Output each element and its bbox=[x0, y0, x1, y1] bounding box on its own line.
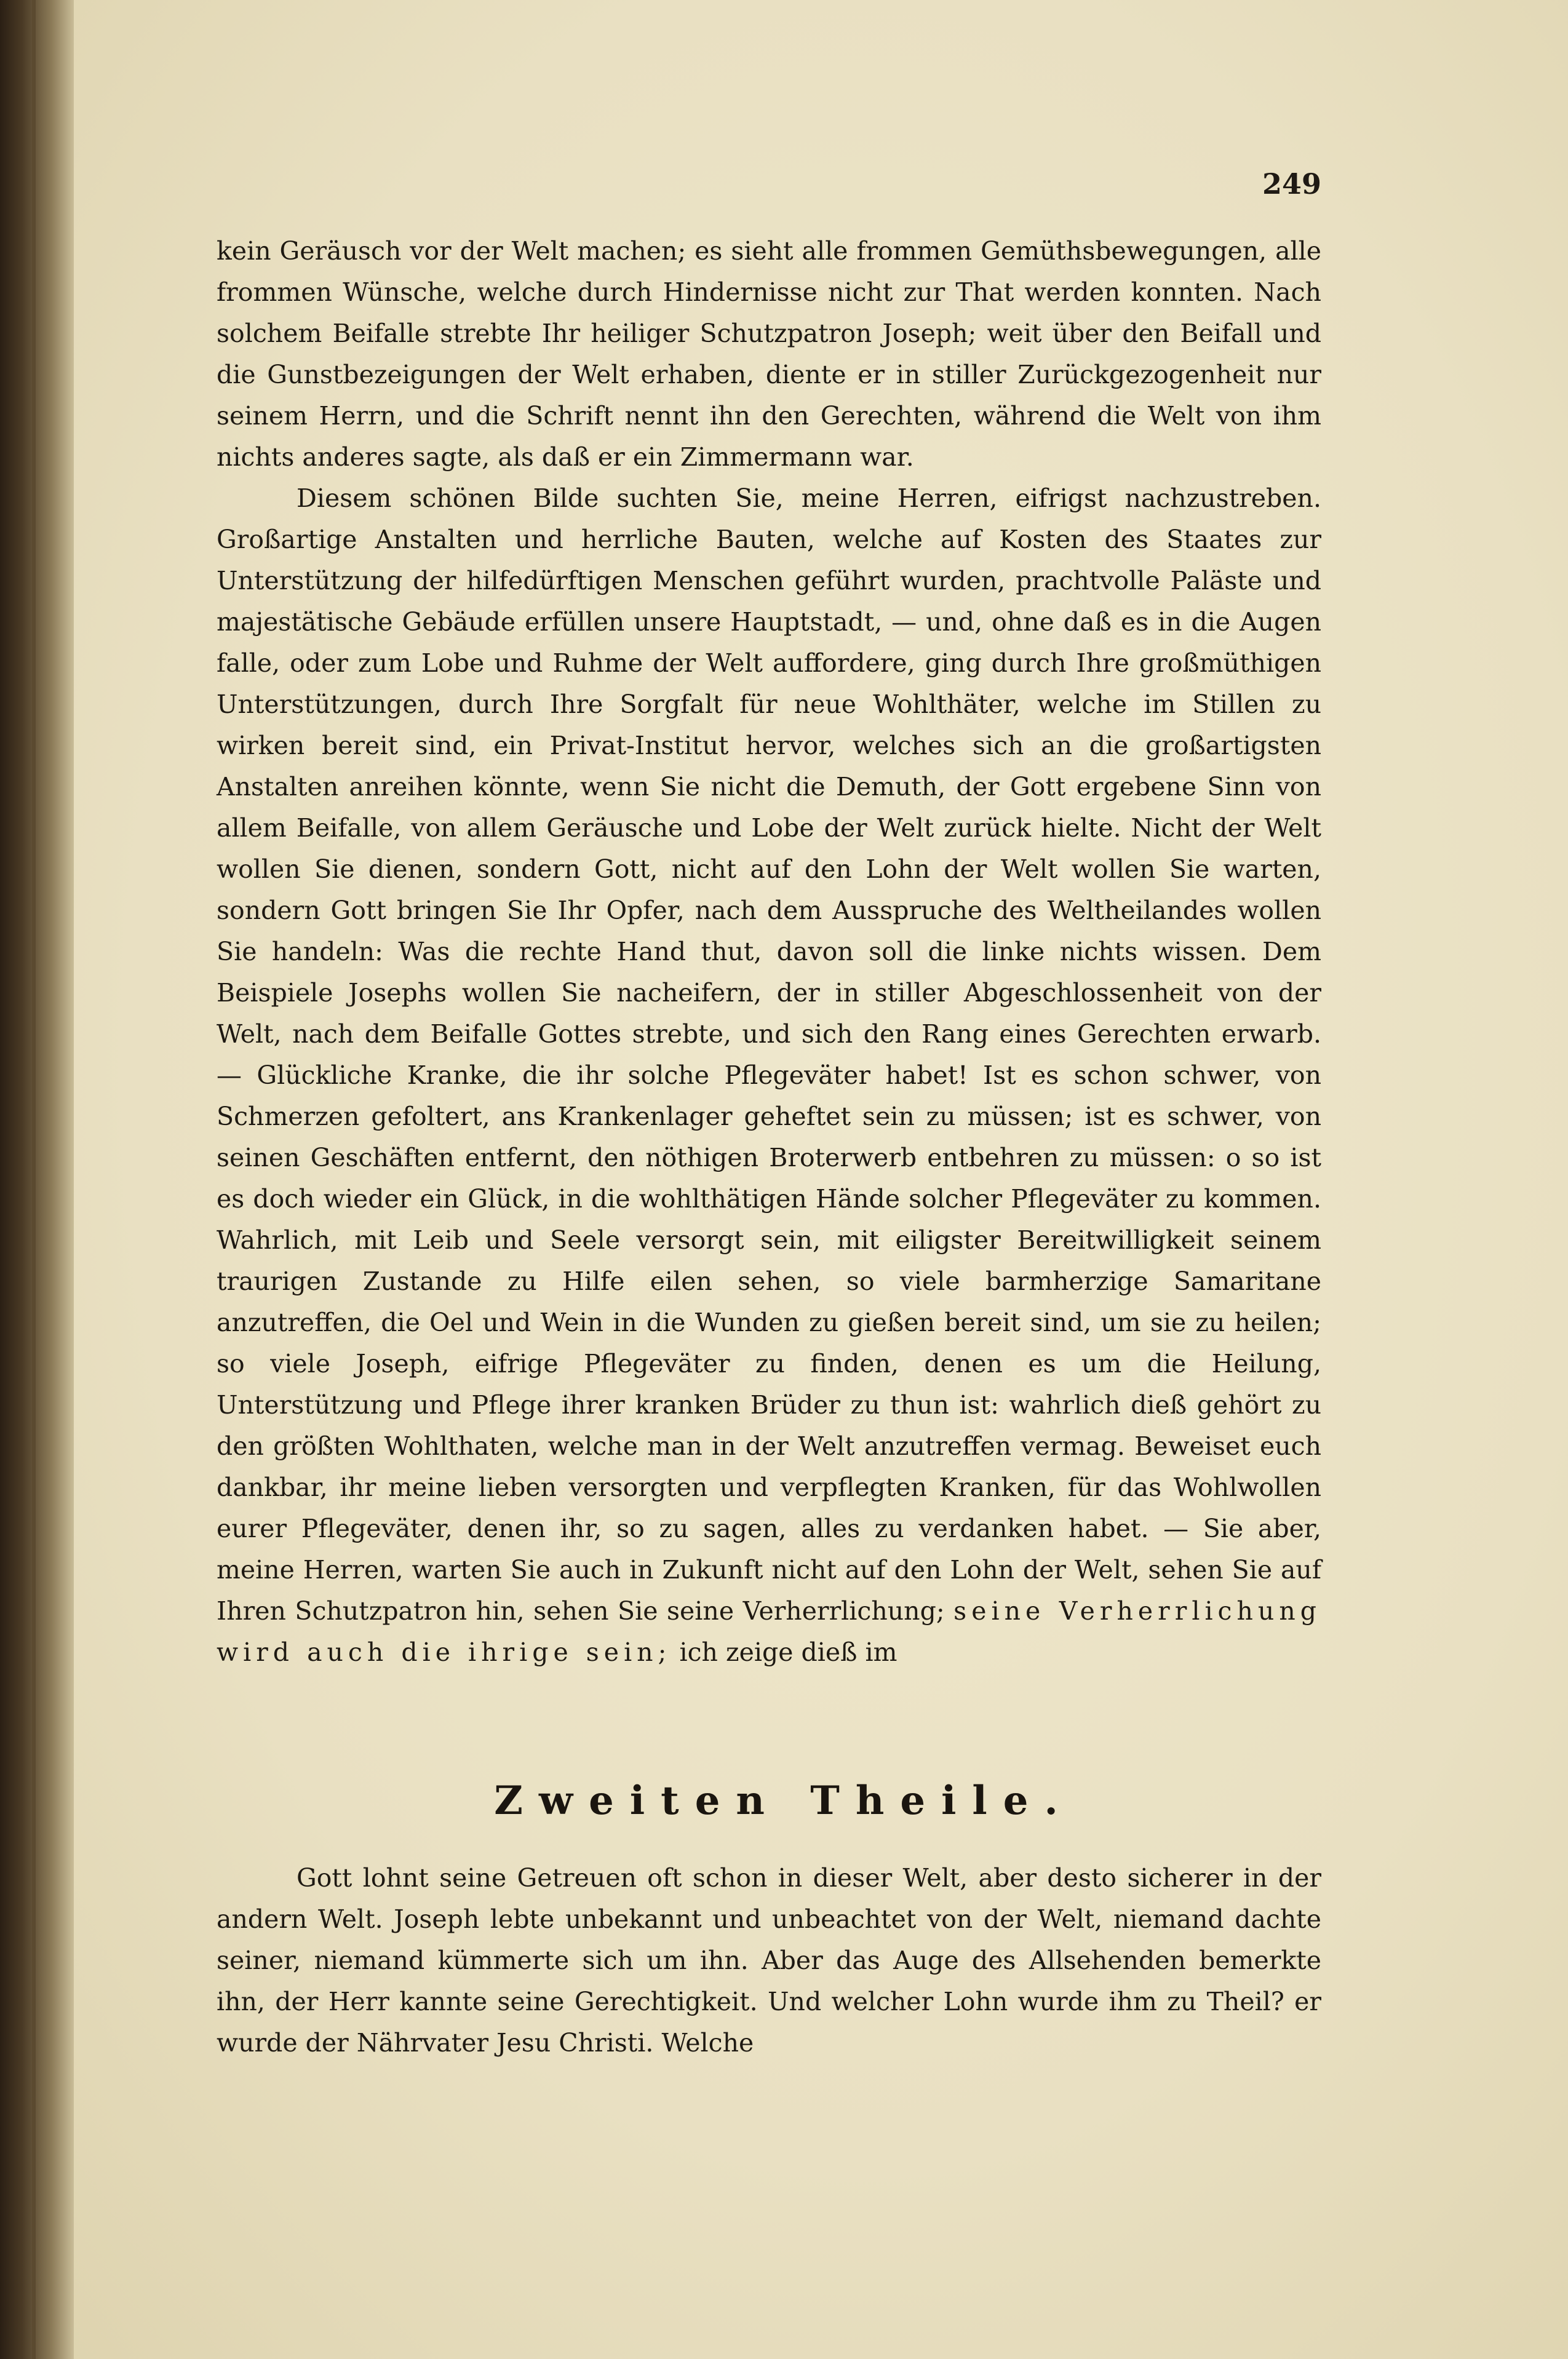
spine-edge bbox=[32, 0, 36, 2359]
page-number: 249 bbox=[1262, 167, 1322, 201]
paragraph-2 bbox=[217, 478, 1321, 1673]
paragraph-3: Gott lohnt seine Getreuen oft schon in dieser Welt, aber desto sicherer in der andern Welt. Joseph lebte unbekannt und unbeachtet von der Welt, niemand dachte seiner, niemand kümmerte sich um ihn. Aber das Auge des Allsehenden bemerkte ihn, der Herr kannte seine Gerechtigkeit. Und welcher Lohn wurde ihm zu Theil? er wurde der Nährvater Jesu Christi. Welche bbox=[217, 1863, 1321, 2058]
book-spine bbox=[0, 0, 74, 2359]
body-text-upper bbox=[217, 231, 1321, 1673]
paragraph-2-emphasis: seine Verherrlichung wird auch die ihrige sein; bbox=[217, 1596, 1321, 1667]
section-heading: Zweiten Theile. bbox=[494, 1778, 1074, 1824]
paragraph-2-tail: ich zeige dieß im bbox=[679, 1637, 897, 1667]
body-text-lower bbox=[217, 1858, 1321, 2064]
paragraph-1: kein Geräusch vor der Welt machen; es sieht alle frommen Gemüthsbewegungen, alle frommen Wünsche, welche durch Hindernisse nicht zur That werden konnten. Nach solchem Beifalle strebte Ihr heiliger Schutzpatron Joseph; weit über den Beifall und die Gunstbezeigungen der Welt erhaben, diente er in stiller Zurückgezogenheit nur seinem Herrn, und die Schrift nennt ihn den Gerechten, während die Welt von ihm nichts anderes sagte, als daß er ein Zimmermann war. bbox=[217, 236, 1321, 472]
paragraph-2-main: Diesem schönen Bilde suchten Sie, meine Herren, eifrigst nachzustreben. Großartige Anstalten und herrliche Bauten, welche auf Kosten des Staates zur Unterstützung der hilfedürftigen Menschen geführt wurden, prachtvolle Paläste und majestätische Gebäude erfüllen unsere Hauptstadt, — und, ohne daß es in die Augen falle, oder zum Lobe und Ruhme der Welt auffordere, ging durch Ihre großmüthigen Unterstützungen, durch Ihre Sorgfalt für neue Wohlthäter, welche im Stillen zu wirken bereit sind, ein Privat-Institut hervor, welches sich an die großartigsten Anstalten anreihen könnte, wenn Sie nicht die Demuth, der Gott ergebene Sinn von allem Beifalle, von allem Geräusche und Lobe der Welt zurück hielte. Nicht der Welt wollen Sie dienen, sondern Gott, nicht auf den Lohn der Welt wollen Sie warten, sondern Gott bringen Sie Ihr Opfer, nach dem Ausspruche des Weltheilandes wollen Sie handeln: Was die rechte Hand thut, davon soll die linke nichts wissen. Dem Beispiele Josephs wollen Sie nacheifern, der in stiller Abgeschlossenheit von der Welt, nach dem Beifalle Gottes strebte, und sich den Rang eines Gerechten erwarb. — Glückliche Kranke, die ihr solche Pflegeväter habet! Ist es schon schwer, von Schmerzen gefoltert, ans Krankenlager geheftet sein zu müssen; ist es schwer, von seinen Geschäften entfernt, den nöthigen Broterwerb entbehren zu müssen: o so ist es doch wieder ein Glück, in die wohlthätigen Hände solcher Pflegeväter zu kommen. Wahrlich, mit Leib und Seele versorgt sein, mit eiligster Bereitwilligkeit seinem traurigen Zustande zu Hilfe eilen sehen, so viele barmherzige Samaritane anzutreffen, die Oel und Wein in die Wunden zu gießen bereit sind, um sie zu heilen; so viele Joseph, eifrige Pflegeväter zu finden, denen es um die Heilung, Unterstützung und Pflege ihrer kranken Brüder zu thun ist: wahrlich dieß gehört zu den größten Wohlthaten, welche man in der Welt anzutreffen vermag. Beweiset euch dankbar, ihr meine lieben versorgten und verpflegten Kranken, für das Wohlwollen eurer Pflegeväter, denen ihr, so zu sagen, alles zu verdanken habet. — Sie aber, meine Herren, warten Sie auch in Zukunft nicht auf den Lohn der Welt, sehen Sie auf Ihren Schutzpatron hin, sehen Sie seine Verherrlichung; bbox=[217, 483, 1321, 1626]
